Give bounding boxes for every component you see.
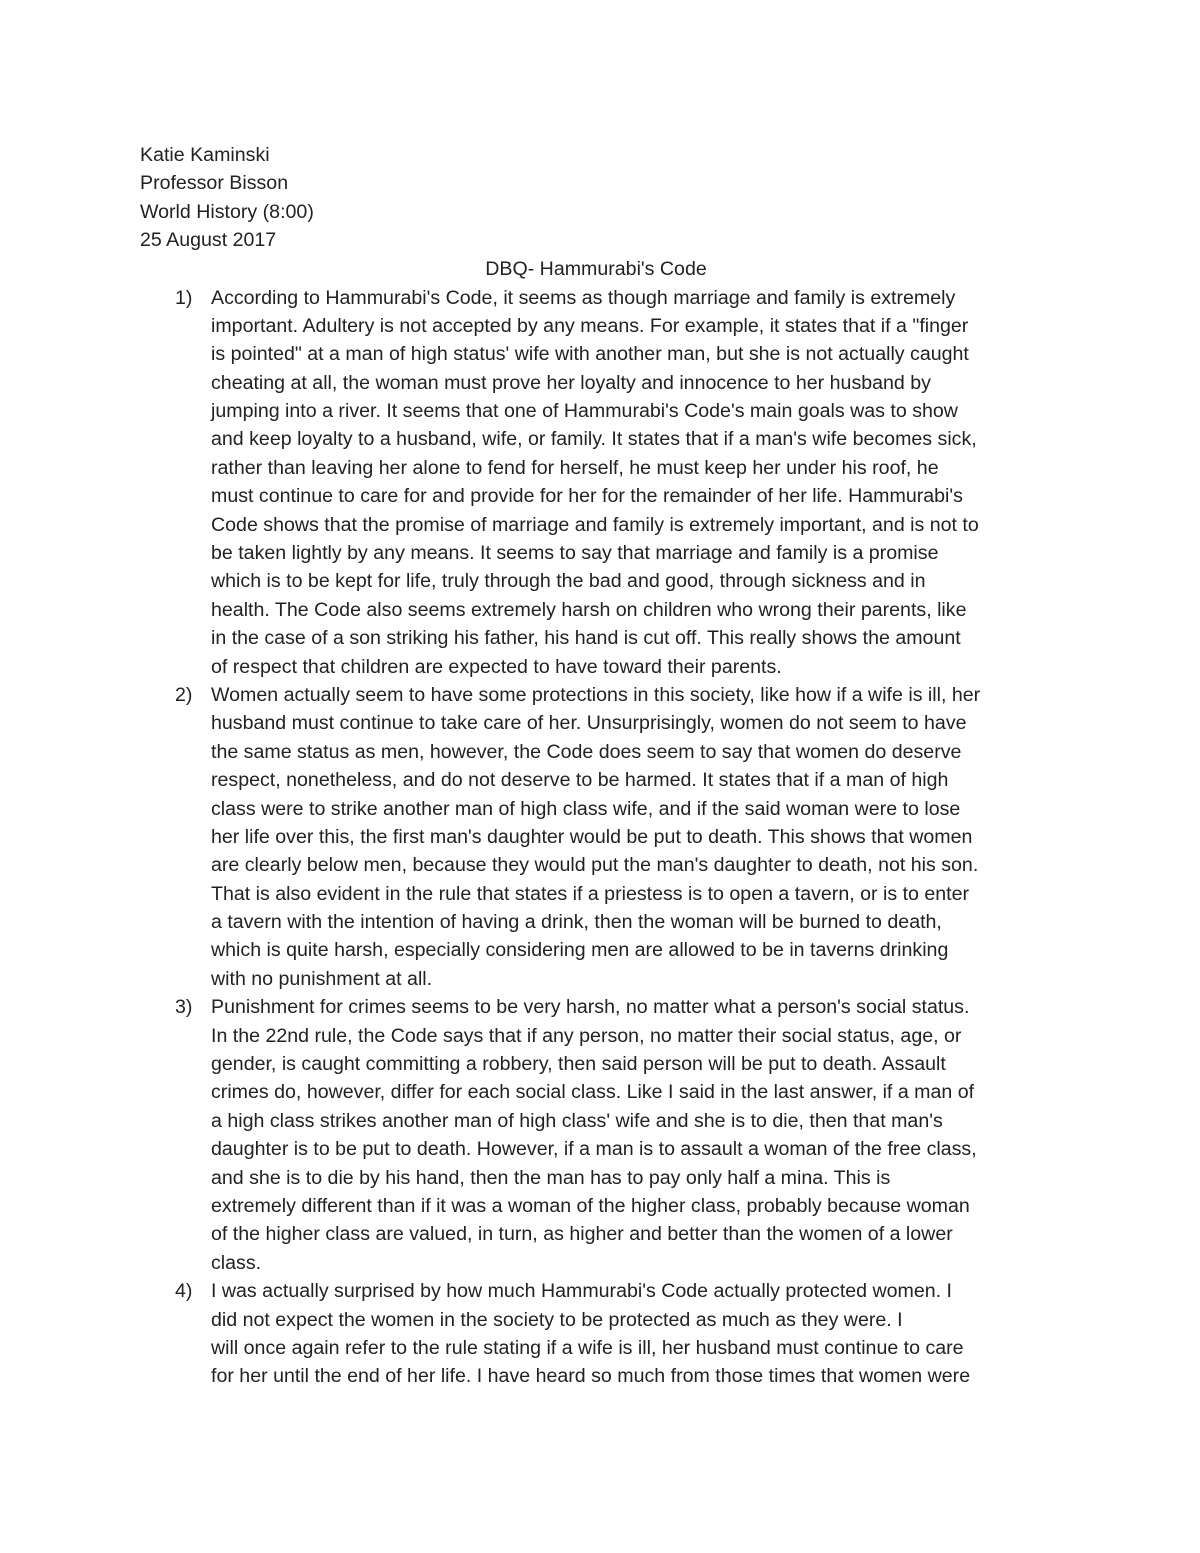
text-line: with no punishment at all. [211, 967, 433, 990]
text-line: crimes do, however, differ for each social class. Like I said in the last answer, if a man of [211, 1081, 975, 1104]
text-line: of respect that children are expected to have toward their parents. [211, 655, 782, 678]
text-line: did not expect the women in the society to be protected as much as they were. I [211, 1308, 903, 1331]
text-line: and keep loyalty to a husband, wife, or family. It states that if a man's wife becomes sick, [211, 428, 977, 451]
text-line: I was actually surprised by how much Hammurabi's Code actually protected women. I [211, 1280, 953, 1303]
text-line: in the case of a son striking his father, his hand is cut off. This really shows the amount [211, 627, 961, 650]
course-name: World History (8:00) [140, 200, 314, 223]
text-line: will once again refer to the rule stating if a wife is ill, her husband must continue to care [211, 1336, 964, 1359]
answer-number: 1) [175, 286, 193, 309]
text-line: and she is to die by his hand, then the man has to pay only half a mina. This is [211, 1166, 891, 1189]
text-line: rather than leaving her alone to fend for herself, he must keep her under his roof, he [211, 456, 939, 479]
header-block [140, 141, 1080, 255]
text-line: extremely different than if it was a woman of the higher class, probably because woman [211, 1195, 970, 1217]
text-line: a high class strikes another man of high class' wife and she is to die, then that man's [211, 1109, 943, 1132]
text-line: Code shows that the promise of marriage and family is extremely important, and is not to [211, 513, 979, 536]
text-line: class. [211, 1251, 262, 1274]
answer-paragraph [211, 681, 1071, 993]
text-line: In the 22nd rule, the Code says that if any person, no matter their social status, age, or [211, 1024, 962, 1047]
answer-paragraph [211, 284, 1071, 681]
text-line: be taken lightly by any means. It seems to say that marriage and family is a promise [211, 542, 939, 565]
answer-paragraph [211, 1277, 1071, 1391]
answer-number: 4) [175, 1280, 193, 1303]
document-title: DBQ- Hammurabi's Code [485, 258, 707, 280]
text-line: respect, nonetheless, and do not deserve to be harmed. It states that if a man of high [211, 769, 949, 792]
text-line: husband must continue to take care of her. Unsurprisingly, women do not seem to have [211, 712, 967, 735]
answer-number: 2) [175, 683, 193, 706]
text-line: of the higher class are valued, in turn, as higher and better than the women of a lower [211, 1223, 953, 1246]
text-line: cheating at all, the woman must prove her loyalty and innocence to her husband by [211, 371, 931, 394]
text-line: for her until the end of her life. I have heard so much from those times that women were [211, 1365, 971, 1388]
text-line: which is to be kept for life, truly through the bad and good, through sickness and in [211, 570, 926, 593]
text-line: jumping into a river. It seems that one of Hammurabi's Code's main goals was to show [211, 400, 958, 423]
text-line: important. Adultery is not accepted by any means. For example, it states that if a "finger [211, 314, 969, 337]
answer-number: 3) [175, 996, 193, 1019]
text-line: is pointed" at a man of high status' wife with another man, but she is not actually caught [211, 343, 969, 366]
author-name: Katie Kaminski [140, 144, 270, 166]
text-line: must continue to care for and provide for her for the remainder of her life. Hammurabi's [211, 485, 963, 508]
document-date: 25 August 2017 [140, 229, 277, 252]
text-line: health. The Code also seems extremely harsh on children who wrong their parents, like [211, 598, 967, 621]
answer-item-4 [0, 1277, 1200, 1391]
answer-item-1 [0, 284, 1200, 681]
answer-item-3 [0, 993, 1200, 1277]
text-line: a tavern with the intention of having a drink, then the woman will be burned to death, [211, 911, 942, 934]
document-title-row [0, 255, 1200, 283]
text-line: her life over this, the first man's daughter would be put to death. This shows that women [211, 825, 973, 848]
professor-name: Professor Bisson [140, 172, 289, 195]
answer-item-2 [0, 681, 1200, 993]
text-line: daughter is to be put to death. However, if a man is to assault a woman of the free class, [211, 1138, 977, 1161]
text-line: Punishment for crimes seems to be very harsh, no matter what a person's social status. [211, 996, 970, 1019]
answer-list [0, 284, 1200, 1391]
text-line: which is quite harsh, especially considering men are allowed to be in taverns drinking [211, 939, 949, 962]
text-line: gender, is caught committing a robbery, then said person will be put to death. Assault [211, 1053, 946, 1076]
text-line: the same status as men, however, the Code does seem to say that women do deserve [211, 740, 962, 763]
text-line: Women actually seem to have some protections in this society, like how if a wife is ill, her [211, 683, 981, 706]
text-line: According to Hammurabi's Code, it seems as though marriage and family is extremely [211, 286, 956, 309]
text-line: class were to strike another man of high class wife, and if the said woman were to lose [211, 797, 961, 820]
text-line: That is also evident in the rule that states if a priestess is to open a tavern, or is to enter [211, 882, 970, 905]
answer-paragraph [211, 993, 1071, 1277]
text-line: are clearly below men, because they would put the man's daughter to death, not his son. [211, 854, 979, 877]
